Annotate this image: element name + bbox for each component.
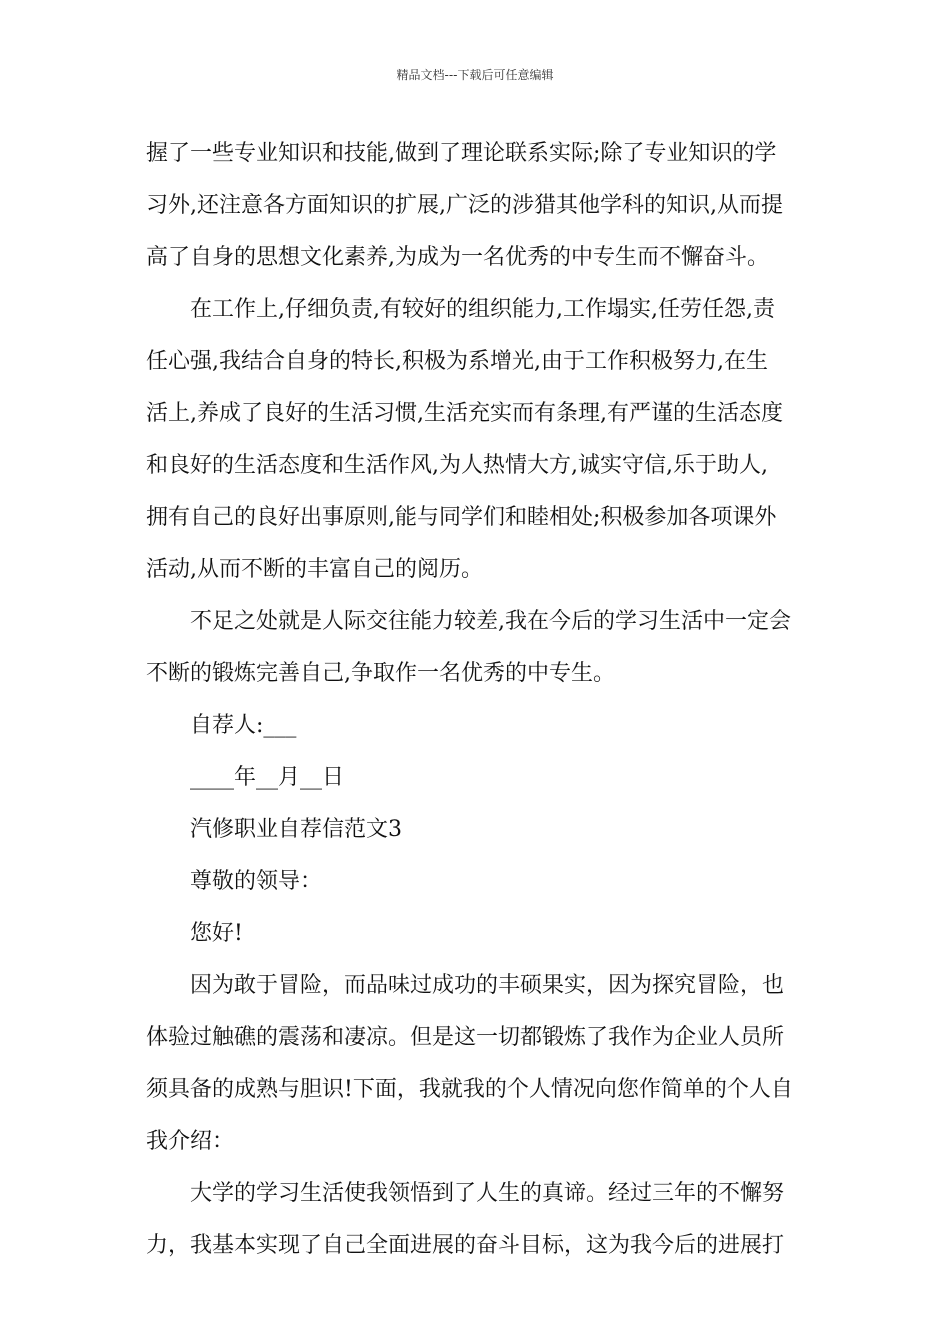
text-line: 活上,养成了良好的生活习惯,生活充实而有条理,有严谨的生活态度: [146, 401, 783, 426]
page-header: 精品文档---下载后可任意编辑: [396, 68, 554, 82]
document-body: [146, 128, 810, 1272]
text-line: 不足之处就是人际交往能力较差,我在今后的学习生活中一定会: [190, 609, 791, 634]
text-line: 不断的锻炼完善自己,争取作一名优秀的中专生。: [146, 661, 615, 686]
text-line: 体验过触礁的震荡和凄凉。但是这一切都锻炼了我作为企业人员所: [146, 1025, 785, 1050]
text-line: ____年__月__日: [190, 765, 345, 790]
text-line: 和良好的生活态度和生活作风,为人热情大方,诚实守信,乐于助人,: [146, 453, 768, 478]
text-line: 自荐人:___: [190, 713, 297, 738]
text-line: 力，我基本实现了自己全面进展的奋斗目标，这为我今后的进展打: [146, 1233, 785, 1258]
text-line: 我介绍：: [146, 1129, 235, 1154]
text-line: 高了自身的思想文化素养,为成为一名优秀的中专生而不懈奋斗。: [146, 245, 769, 270]
text-line: 在工作上,仔细负责,有较好的组织能力,工作塌实,任劳任怨,责: [190, 297, 775, 322]
text-line: 尊敬的领导：: [190, 869, 323, 894]
text-line: 任心强,我结合自身的特长,积极为系增光,由于工作积极努力,在生: [146, 349, 768, 374]
text-line: 因为敢于冒险，而品味过成功的丰硕果实，因为探究冒险，也: [190, 973, 785, 998]
text-line: 汽修职业自荐信范文3: [190, 817, 402, 842]
text-line: 须具备的成熟与胆识!下面，我就我的个人情况向您作简单的个人自: [146, 1077, 793, 1102]
text-line: 握了一些专业知识和技能,做到了理论联系实际;除了专业知识的学: [146, 141, 777, 166]
text-line: 您好!: [190, 921, 243, 946]
text-line: 习外,还注意各方面知识的扩展,广泛的涉猎其他学科的知识,从而提: [146, 193, 783, 218]
text-line: 大学的学习生活使我领悟到了人生的真谛。经过三年的不懈努: [190, 1181, 785, 1206]
text-line: 活动,从而不断的丰富自己的阅历。: [146, 557, 483, 582]
text-line: 拥有自己的良好出事原则,能与同学们和睦相处;积极参加各项课外: [146, 505, 777, 530]
